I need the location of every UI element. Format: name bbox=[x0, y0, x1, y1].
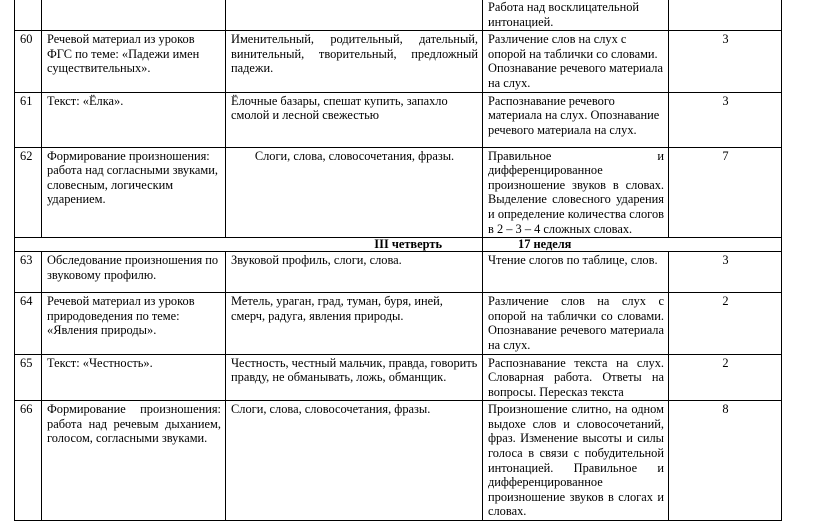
row-topic: Речевой материал из уроков ФГС по теме: «Падежи имен существительных». bbox=[42, 31, 226, 92]
row-number bbox=[15, 0, 42, 31]
row-hours: 3 bbox=[669, 252, 782, 293]
row-tasks: Различение слов на слух с опорой на таблички со словами. Опознавание речевого материала на слух. bbox=[483, 293, 669, 354]
row-tasks: Распознавание текста на слух. Словарная работа. Ответы на вопросы. Пересказ текста bbox=[483, 354, 669, 401]
table-row bbox=[15, 92, 782, 147]
row-material: Честность, честный мальчик, правда, говорить правду, не обманывать, ложь, обманщик. bbox=[226, 354, 483, 401]
row-tasks: Чтение слогов по таблице, слов. bbox=[483, 252, 669, 293]
row-tasks: Работа над восклицательной интонацией. bbox=[483, 0, 669, 31]
row-material: Звуковой профиль, слоги, слова. bbox=[226, 252, 483, 293]
quarter-label: III четверть bbox=[15, 238, 483, 252]
row-material: Слоги, слова, словосочетания, фразы. bbox=[226, 147, 483, 238]
row-tasks: Правильное и дифференцированное произношение звуков в словах. Выделение словесного ударения и определение количества слогов в 2 – 3 – 4 сложных словах. bbox=[483, 147, 669, 238]
row-hours: 3 bbox=[669, 31, 782, 92]
table-row bbox=[15, 147, 782, 238]
row-topic: Текст: «Честность». bbox=[42, 354, 226, 401]
row-hours: 7 bbox=[669, 147, 782, 238]
row-topic: Формирование произношения: работа над согласными звуками, словесным, логическим ударением. bbox=[42, 147, 226, 238]
table-row bbox=[15, 0, 782, 31]
row-material: Метель, ураган, град, туман, буря, иней, смерч, радуга, явления природы. bbox=[226, 293, 483, 354]
table-row bbox=[15, 354, 782, 401]
row-number: 63 bbox=[15, 252, 42, 293]
row-number: 66 bbox=[15, 401, 42, 521]
row-tasks: Различение слов на слух с опорой на таблички со словами. Опознавание речевого материала на слух. bbox=[483, 31, 669, 92]
table-row bbox=[15, 31, 782, 92]
row-number: 64 bbox=[15, 293, 42, 354]
row-material: Ёлочные базары, спешат купить, запахло смолой и лесной свежестью bbox=[226, 92, 483, 147]
row-hours: 2 bbox=[669, 293, 782, 354]
week-label: 17 неделя bbox=[483, 238, 782, 252]
row-material: Именительный, родительный, дательный, винительный, творительный, предложный падежи. bbox=[226, 31, 483, 92]
row-tasks: Распознавание речевого материала на слух. Опознавание речевого материала на слух. bbox=[483, 92, 669, 147]
row-topic: Формирование произношения: работа над речевым дыханием, голосом, согласными звуками. bbox=[42, 401, 226, 521]
quarter-header-row bbox=[15, 238, 782, 252]
row-topic: Речевой материал из уроков природоведения по теме: «Явления природы». bbox=[42, 293, 226, 354]
row-number: 60 bbox=[15, 31, 42, 92]
curriculum-table bbox=[14, 0, 782, 521]
row-material: Слоги, слова, словосочетания, фразы. bbox=[226, 401, 483, 521]
table-row bbox=[15, 252, 782, 293]
row-hours: 3 bbox=[669, 92, 782, 147]
row-tasks: Произношение слитно, на одном выдохе слов и словосочетаний, фраз. Изменение высоты и силы голоса в связи с побудительной интонацией. Правильное и дифференцированное произношение звуков в слогах и словах. bbox=[483, 401, 669, 521]
row-material bbox=[226, 0, 483, 31]
table-row bbox=[15, 293, 782, 354]
row-number: 61 bbox=[15, 92, 42, 147]
row-topic: Обследование произношения по звуковому профилю. bbox=[42, 252, 226, 293]
row-topic bbox=[42, 0, 226, 31]
row-hours: 2 bbox=[669, 354, 782, 401]
row-number: 65 bbox=[15, 354, 42, 401]
row-number: 62 bbox=[15, 147, 42, 238]
row-topic: Текст: «Ёлка». bbox=[42, 92, 226, 147]
row-hours bbox=[669, 0, 782, 31]
row-hours: 8 bbox=[669, 401, 782, 521]
